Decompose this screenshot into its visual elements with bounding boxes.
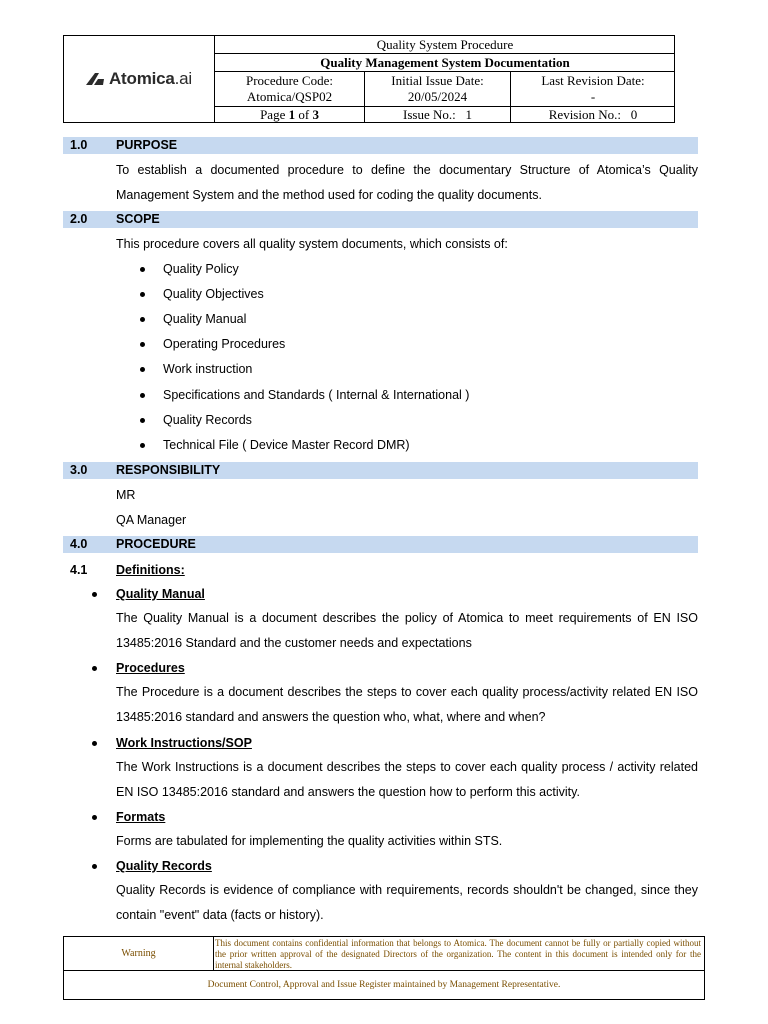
subsection-title: Definitions: — [116, 563, 185, 577]
bullet-icon — [140, 292, 145, 297]
section-title: SCOPE — [116, 212, 160, 226]
section-title: PURPOSE — [116, 138, 178, 152]
revision-no-label: Revision No.: — [548, 107, 621, 122]
initial-issue-date-value: 20/05/2024 — [407, 89, 468, 104]
scope-list-item: Operating Procedures — [163, 337, 286, 351]
section-procedure-heading — [63, 536, 698, 553]
logo-text: Atomica — [108, 69, 175, 88]
last-revision-date-label: Last Revision Date: — [541, 73, 645, 88]
scope-list-item: Quality Records — [163, 413, 252, 427]
definition-text: The Quality Manual is a document describes the policy of Atomica to meet requirements of EN ISO 13485:2016 Standard and the customer needs and expectations — [116, 611, 698, 650]
page-number-cell — [215, 107, 365, 122]
section-scope-heading — [63, 211, 698, 228]
procedure-code-label: Procedure Code: — [245, 73, 333, 88]
page-total: 3 — [312, 107, 319, 122]
scope-list-item: Specifications and Standards ( Internal & International ) — [163, 388, 470, 402]
definition-text: The Procedure is a document describes the steps to cover each quality process/activity related EN ISO 13485:2016 standard and answers the question who, what, where and when? — [116, 685, 698, 724]
responsibility-item: MR — [116, 488, 136, 502]
header-page-row — [215, 107, 675, 122]
page-number: 1 — [288, 107, 296, 122]
definition-term: Procedures — [116, 661, 185, 675]
bullet-icon — [140, 267, 145, 272]
revision-no-cell — [511, 107, 675, 122]
subsection-number: 4.1 — [70, 563, 88, 577]
bullet-icon — [140, 342, 145, 347]
bullet-icon — [140, 393, 145, 398]
logo-suffix: .ai — [174, 69, 193, 88]
section-number: 1.0 — [70, 138, 88, 152]
page-prefix: Page — [260, 107, 289, 122]
definition-text: Forms are tabulated for implementing the quality activities within STS. — [116, 834, 503, 848]
definition-term: Work Instructions/SOP — [116, 736, 252, 750]
warning-label: Warning — [64, 937, 214, 971]
footer-note: Document Control, Approval and Issue Register maintained by Management Representative. — [207, 980, 561, 990]
definition-term: Formats — [116, 810, 166, 824]
bullet-icon — [92, 864, 97, 869]
page-of: of — [295, 107, 313, 122]
issue-no-value: 1 — [465, 107, 472, 122]
header-document-title: Quality Management System Documentation — [215, 54, 675, 72]
document-footer — [63, 936, 705, 1000]
logo-cell — [64, 36, 215, 122]
bullet-icon — [92, 741, 97, 746]
document-header — [63, 35, 675, 123]
logo-mark-icon — [86, 72, 106, 86]
bullet-icon — [140, 418, 145, 423]
section-purpose-heading — [63, 137, 698, 154]
last-revision-date-cell — [511, 72, 675, 106]
responsibility-item: QA Manager — [116, 513, 187, 527]
purpose-text: To establish a documented procedure to define the documentary Structure of Atomica’s Quality Management System and the method used for coding the quality documents. — [116, 163, 698, 202]
scope-list-item: Work instruction — [163, 362, 253, 376]
procedure-code-cell — [215, 72, 365, 106]
warning-text: This document contains confidential information that belongs to Atomica. The document cannot be fully or partially copied without the prior written approval of the designated Directors of the organization. The content in this document is intended only for the internal stakeholders. — [215, 938, 701, 970]
definition-text: The Work Instructions is a document describes the steps to cover each quality process / activity related EN ISO 13485:2016 standard and answers the question how to perform this activity. — [116, 760, 698, 799]
definition-text: Quality Records is evidence of compliance with requirements, records shouldn't be changed, since they contain "event" data (facts or history). — [116, 883, 698, 922]
procedure-code-value: Atomica/QSP02 — [246, 89, 333, 104]
section-title: PROCEDURE — [116, 537, 196, 551]
definition-term: Quality Manual — [116, 587, 205, 601]
section-title: RESPONSIBILITY — [116, 463, 221, 477]
definition-term: Quality Records — [116, 859, 212, 873]
initial-issue-date-cell — [365, 72, 511, 106]
scope-list-item: Quality Objectives — [163, 287, 264, 301]
scope-list-item: Technical File ( Device Master Record DMR) — [163, 438, 410, 452]
header-info-row — [215, 72, 675, 107]
header-system-title: Quality System Procedure — [215, 36, 675, 54]
section-number: 4.0 — [70, 537, 88, 551]
bullet-icon — [92, 592, 97, 597]
atomica-logo — [86, 69, 192, 89]
scope-intro: This procedure covers all quality system documents, which consists of: — [116, 237, 508, 251]
last-revision-date-value: - — [590, 89, 596, 104]
initial-issue-date-label: Initial Issue Date: — [391, 73, 484, 88]
bullet-icon — [92, 666, 97, 671]
revision-no-value: 0 — [630, 107, 638, 122]
bullet-icon — [140, 443, 145, 448]
bullet-icon — [140, 317, 145, 322]
section-responsibility-heading — [63, 462, 698, 479]
bullet-icon — [140, 367, 145, 372]
scope-list-item: Quality Policy — [163, 262, 239, 276]
issue-no-label: Issue No.: — [403, 107, 456, 122]
bullet-icon — [92, 815, 97, 820]
scope-list-item: Quality Manual — [163, 312, 247, 326]
section-number: 3.0 — [70, 463, 88, 477]
issue-no-cell — [365, 107, 511, 122]
section-number: 2.0 — [70, 212, 88, 226]
